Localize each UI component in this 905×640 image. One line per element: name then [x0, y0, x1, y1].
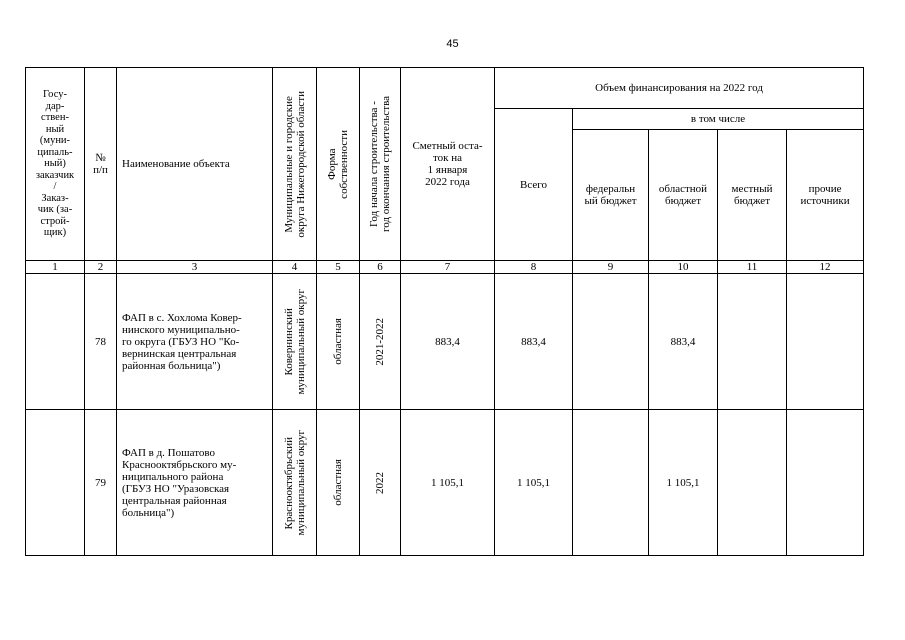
row-federal — [573, 410, 649, 556]
column-number: 3 — [117, 261, 273, 274]
header-customer: Госу- дар- ствен- ный (муни- ципаль- ный) заказчик / Заказ- чик (за- строй- щик) — [26, 68, 85, 261]
row-federal — [573, 274, 649, 410]
row-object-name: ФАП в д. Пошатово Краснооктябрьского му- ниципального района (ГБУЗ НО "Уразовская центральная районная больница") — [117, 410, 273, 556]
column-number: 1 — [26, 261, 85, 274]
header-federal: федеральн ый бюджет — [573, 130, 649, 261]
column-number: 2 — [85, 261, 117, 274]
column-numbers-row — [26, 261, 864, 274]
table-row — [26, 274, 864, 410]
financing-table — [25, 67, 864, 556]
row-estimate: 883,4 — [401, 274, 495, 410]
column-number: 10 — [649, 261, 718, 274]
header-other: прочие источники — [787, 130, 864, 261]
row-municipal: Ковернинский муниципальный округ — [273, 274, 317, 410]
column-number: 11 — [718, 261, 787, 274]
row-ownership: областная — [317, 274, 360, 410]
row-local — [718, 410, 787, 556]
column-number: 8 — [495, 261, 573, 274]
row-ownership: областная — [317, 410, 360, 556]
page-number: 45 — [446, 38, 459, 50]
row-estimate: 1 105,1 — [401, 410, 495, 556]
header-years: Год начала строительства - год окончания строительства — [360, 68, 401, 261]
column-number: 7 — [401, 261, 495, 274]
column-number: 12 — [787, 261, 864, 274]
row-regional: 883,4 — [649, 274, 718, 410]
row-number: 78 — [85, 274, 117, 410]
row-customer — [26, 410, 85, 556]
row-other — [787, 410, 864, 556]
header-local: местный бюджет — [718, 130, 787, 261]
table-row — [26, 410, 864, 556]
header-object-name: Наименование объекта — [117, 68, 273, 261]
row-object-name: ФАП в с. Хохлома Ковер- нинского муниципально- го округа (ГБУЗ НО "Ко- вернинская центральная районная больница") — [117, 274, 273, 410]
row-regional: 1 105,1 — [649, 410, 718, 556]
row-other — [787, 274, 864, 410]
column-number: 4 — [273, 261, 317, 274]
row-years: 2021-2022 — [360, 274, 401, 410]
header-total: Всего — [495, 109, 573, 261]
row-local — [718, 274, 787, 410]
header-financing: Объем финансирования на 2022 год — [495, 68, 864, 109]
column-number: 5 — [317, 261, 360, 274]
row-years: 2022 — [360, 410, 401, 556]
header-row-1 — [26, 68, 864, 109]
header-regional: областной бюджет — [649, 130, 718, 261]
row-total: 883,4 — [495, 274, 573, 410]
header-number: № п/п — [85, 68, 117, 261]
column-number: 6 — [360, 261, 401, 274]
header-including: в том числе — [573, 109, 864, 130]
row-customer — [26, 274, 85, 410]
row-number: 79 — [85, 410, 117, 556]
column-number: 9 — [573, 261, 649, 274]
header-estimate: Сметный оста- ток на 1 января 2022 года — [401, 68, 495, 261]
header-municipal: Муниципальные и городские округа Нижегородской области — [273, 68, 317, 261]
row-total: 1 105,1 — [495, 410, 573, 556]
row-municipal: Краснооктябрьский муниципальный округ — [273, 410, 317, 556]
header-ownership: Форма собственности — [317, 68, 360, 261]
